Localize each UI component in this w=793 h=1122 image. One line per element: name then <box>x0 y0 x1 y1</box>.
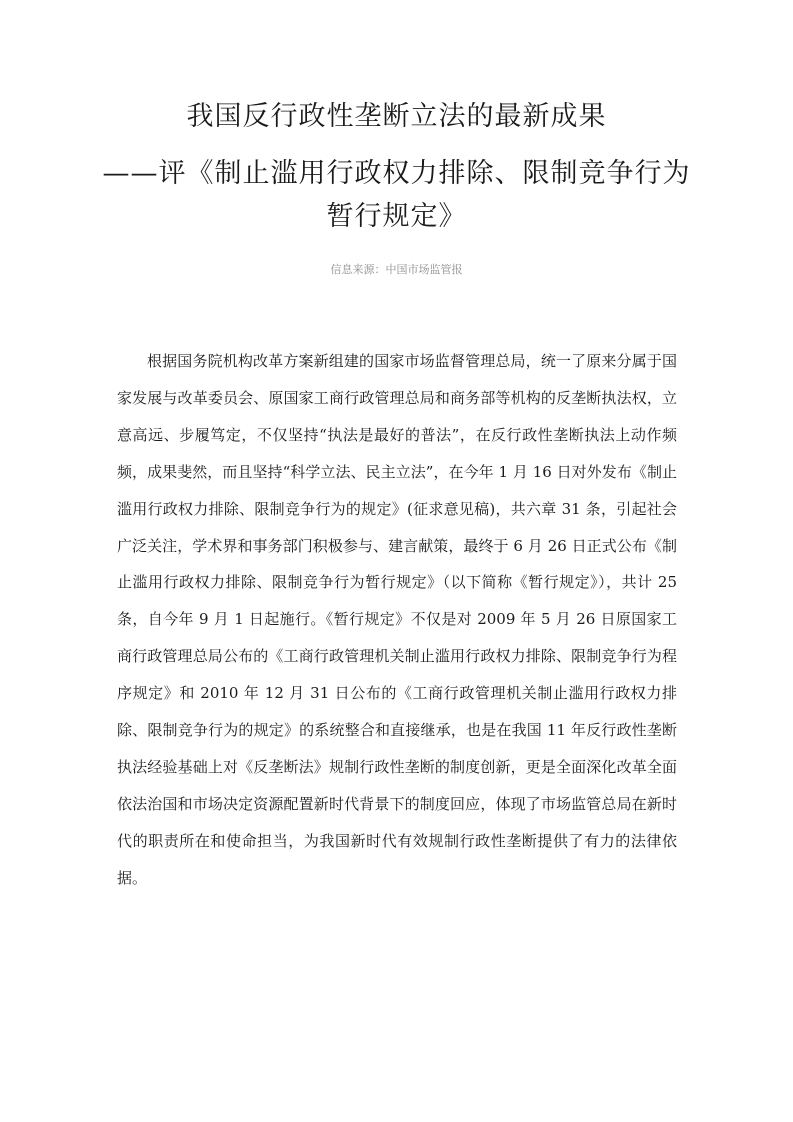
document-title: 我国反行政性垄断立法的最新成果 <box>186 101 607 132</box>
source-line: 信息来源：中国市场监管报 <box>330 263 463 276</box>
body-paragraph: 根据国务院机构改革方案新组建的国家市场监督管理总局，统一了原来分属于国家发展与改革委员会、原国家工商行政管理总局和商务部等机构的反垄断执法权，立意高远、步履笃定，不仅坚持“执法是最好的普法”，在反行政性垄断执法上动作频频，成果斐然，而且坚持“科学立法、民主立法”，在今年 1 月 16 日对外发布《制止滥用行政权力排除、限制竞争行为的规定》(征求意见稿)，共六章 31 条，引起社会广泛关注，学术界和事务部门积极参与、建言献策，最终于 6 月 26 日正式公布《制止滥用行政权力排除、限制竞争行为暂行规定》（以下简称《暂行规定》），共计 25 条，自今年 9 月 1 日起施行。《暂行规定》不仅是对 2009 年 5 月 26 日原国家工商行政管理总局公布的《工商行政管理机关制止滥用行政权力排除、限制竞争行为程序规定》和 2010 年 12 月 31 日公布的《工商行政管理机关制止滥用行政权力排除、限制竞争行为的规定》的系统整合和直接继承，也是在我国 11 年反行政性垄断执法经验基础上对《反垄断法》规制行政性垄断的制度创新，更是全面深化改革全面依法治国和市场决定资源配置新时代背景下的制度回应，体现了市场监管总局在新时代的职责所在和使命担当，为我国新时代有效规制行政性垄断提供了有力的法律依据。 <box>117 352 677 887</box>
document-subtitle: ——评《制止滥用行政权力排除、限制竞争行为暂行规定》 <box>102 158 691 232</box>
